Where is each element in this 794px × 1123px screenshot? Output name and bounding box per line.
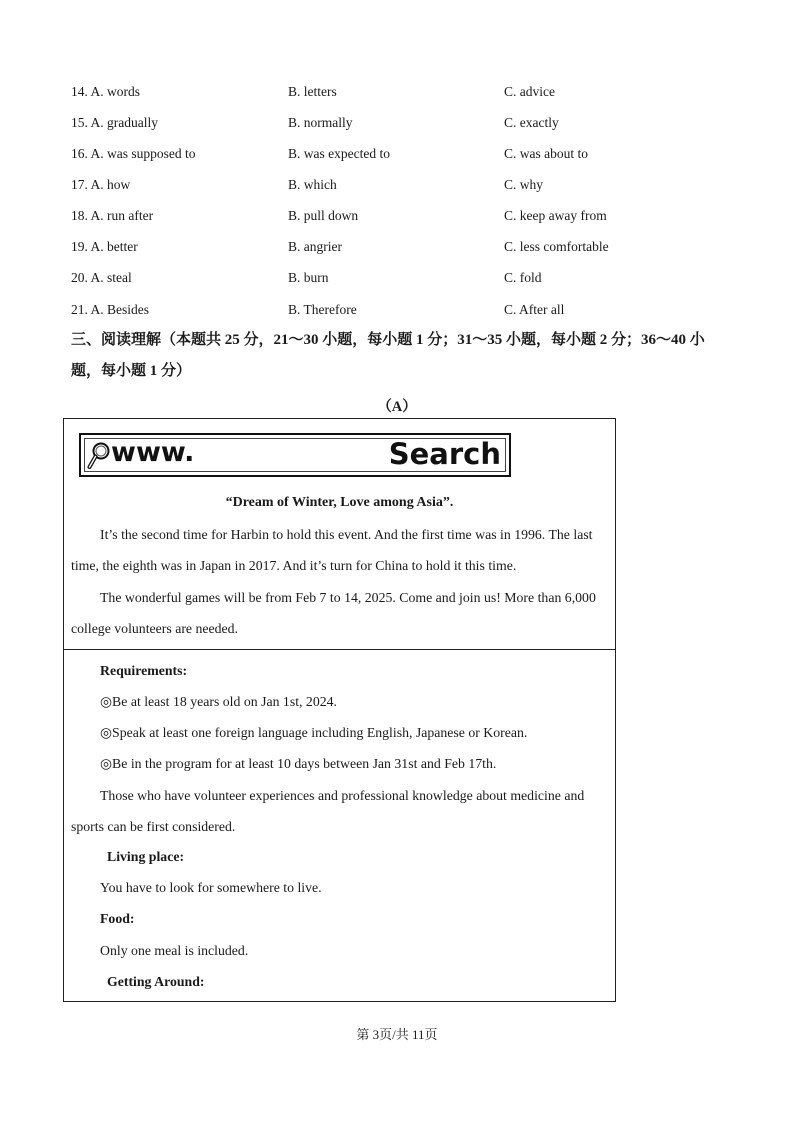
option-c: C. was about to [504,146,588,161]
option-c: C. After all [504,302,565,317]
option-a: 20. A. steal [71,270,132,285]
option-row [71,177,731,197]
option-a: 19. A. better [71,239,138,254]
option-a: 16. A. was supposed to [71,146,196,161]
paragraph-2: The wonderful games will be from Feb 7 to 14, 2025. Come and join us! More than 6,000 college volunteers are needed. [71,590,596,636]
option-c: C. less comfortable [504,239,609,254]
search-button-label: Search [388,437,501,471]
option-a: 21. A. Besides [71,302,150,317]
article-title: “Dream of Winter, Love among Asia”. [225,495,454,510]
option-b: B. angrier [288,239,342,254]
requirements-heading: Requirements: [100,663,188,678]
getting-around-heading: Getting Around: [107,974,205,989]
food-text: Only one meal is included. [100,943,249,958]
passage-box [63,418,616,1002]
page-footer: 第 3页/共 11页 [356,1027,438,1042]
option-row [71,239,731,259]
requirement-item: ◎Be at least 18 years old on Jan 1st, 2024. [100,694,337,709]
option-row [71,302,731,322]
option-a: 18. A. run after [71,208,154,223]
option-row [71,115,731,135]
requirement-item: ◎Be in the program for at least 10 days between Jan 31st and Feb 17th. [100,756,497,771]
option-b: B. normally [288,115,353,130]
option-row [71,270,731,290]
living-heading: Living place: [107,849,185,864]
paragraph-note: Those who have volunteer experiences and professional knowledge about medicine and sports can be first considered. [71,788,585,834]
option-row [71,84,731,104]
option-c: C. keep away from [504,208,607,223]
option-b: B. burn [288,270,329,285]
option-a: 17. A. how [71,177,131,192]
option-row [71,146,731,166]
requirement-item: ◎Speak at least one foreign language including English, Japanese or Korean. [100,725,528,740]
paragraph-1: It’s the second time for Harbin to hold this event. And the first time was in 1996. The last time, the eighth was in Japan in 2017. And it’s turn for China to hold it this time. [71,527,593,573]
section-label: （A） [377,399,417,415]
option-a: 15. A. gradually [71,115,158,130]
section-heading: 三、阅读理解（本题共 25 分，21～30 小题，每小题 1 分；31～35 小题，每小题 2 分；36～40 小题，每小题 1 分） [71,332,705,379]
magnifier-icon [87,441,111,471]
living-text: You have to look for somewhere to live. [100,880,322,895]
option-b: B. letters [288,84,337,99]
search-query-text: www. [111,437,195,468]
option-b: B. pull down [288,208,359,223]
option-b: B. was expected to [288,146,390,161]
food-heading: Food: [100,911,135,926]
option-b: B. Therefore [288,302,357,317]
option-b: B. which [288,177,337,192]
section-divider [64,649,615,650]
option-c: C. advice [504,84,555,99]
search-bar-graphic [79,433,511,477]
option-c: C. fold [504,270,542,285]
option-a: 14. A. words [71,84,141,99]
option-c: C. exactly [504,115,559,130]
option-row [71,208,731,228]
option-c: C. why [504,177,544,192]
